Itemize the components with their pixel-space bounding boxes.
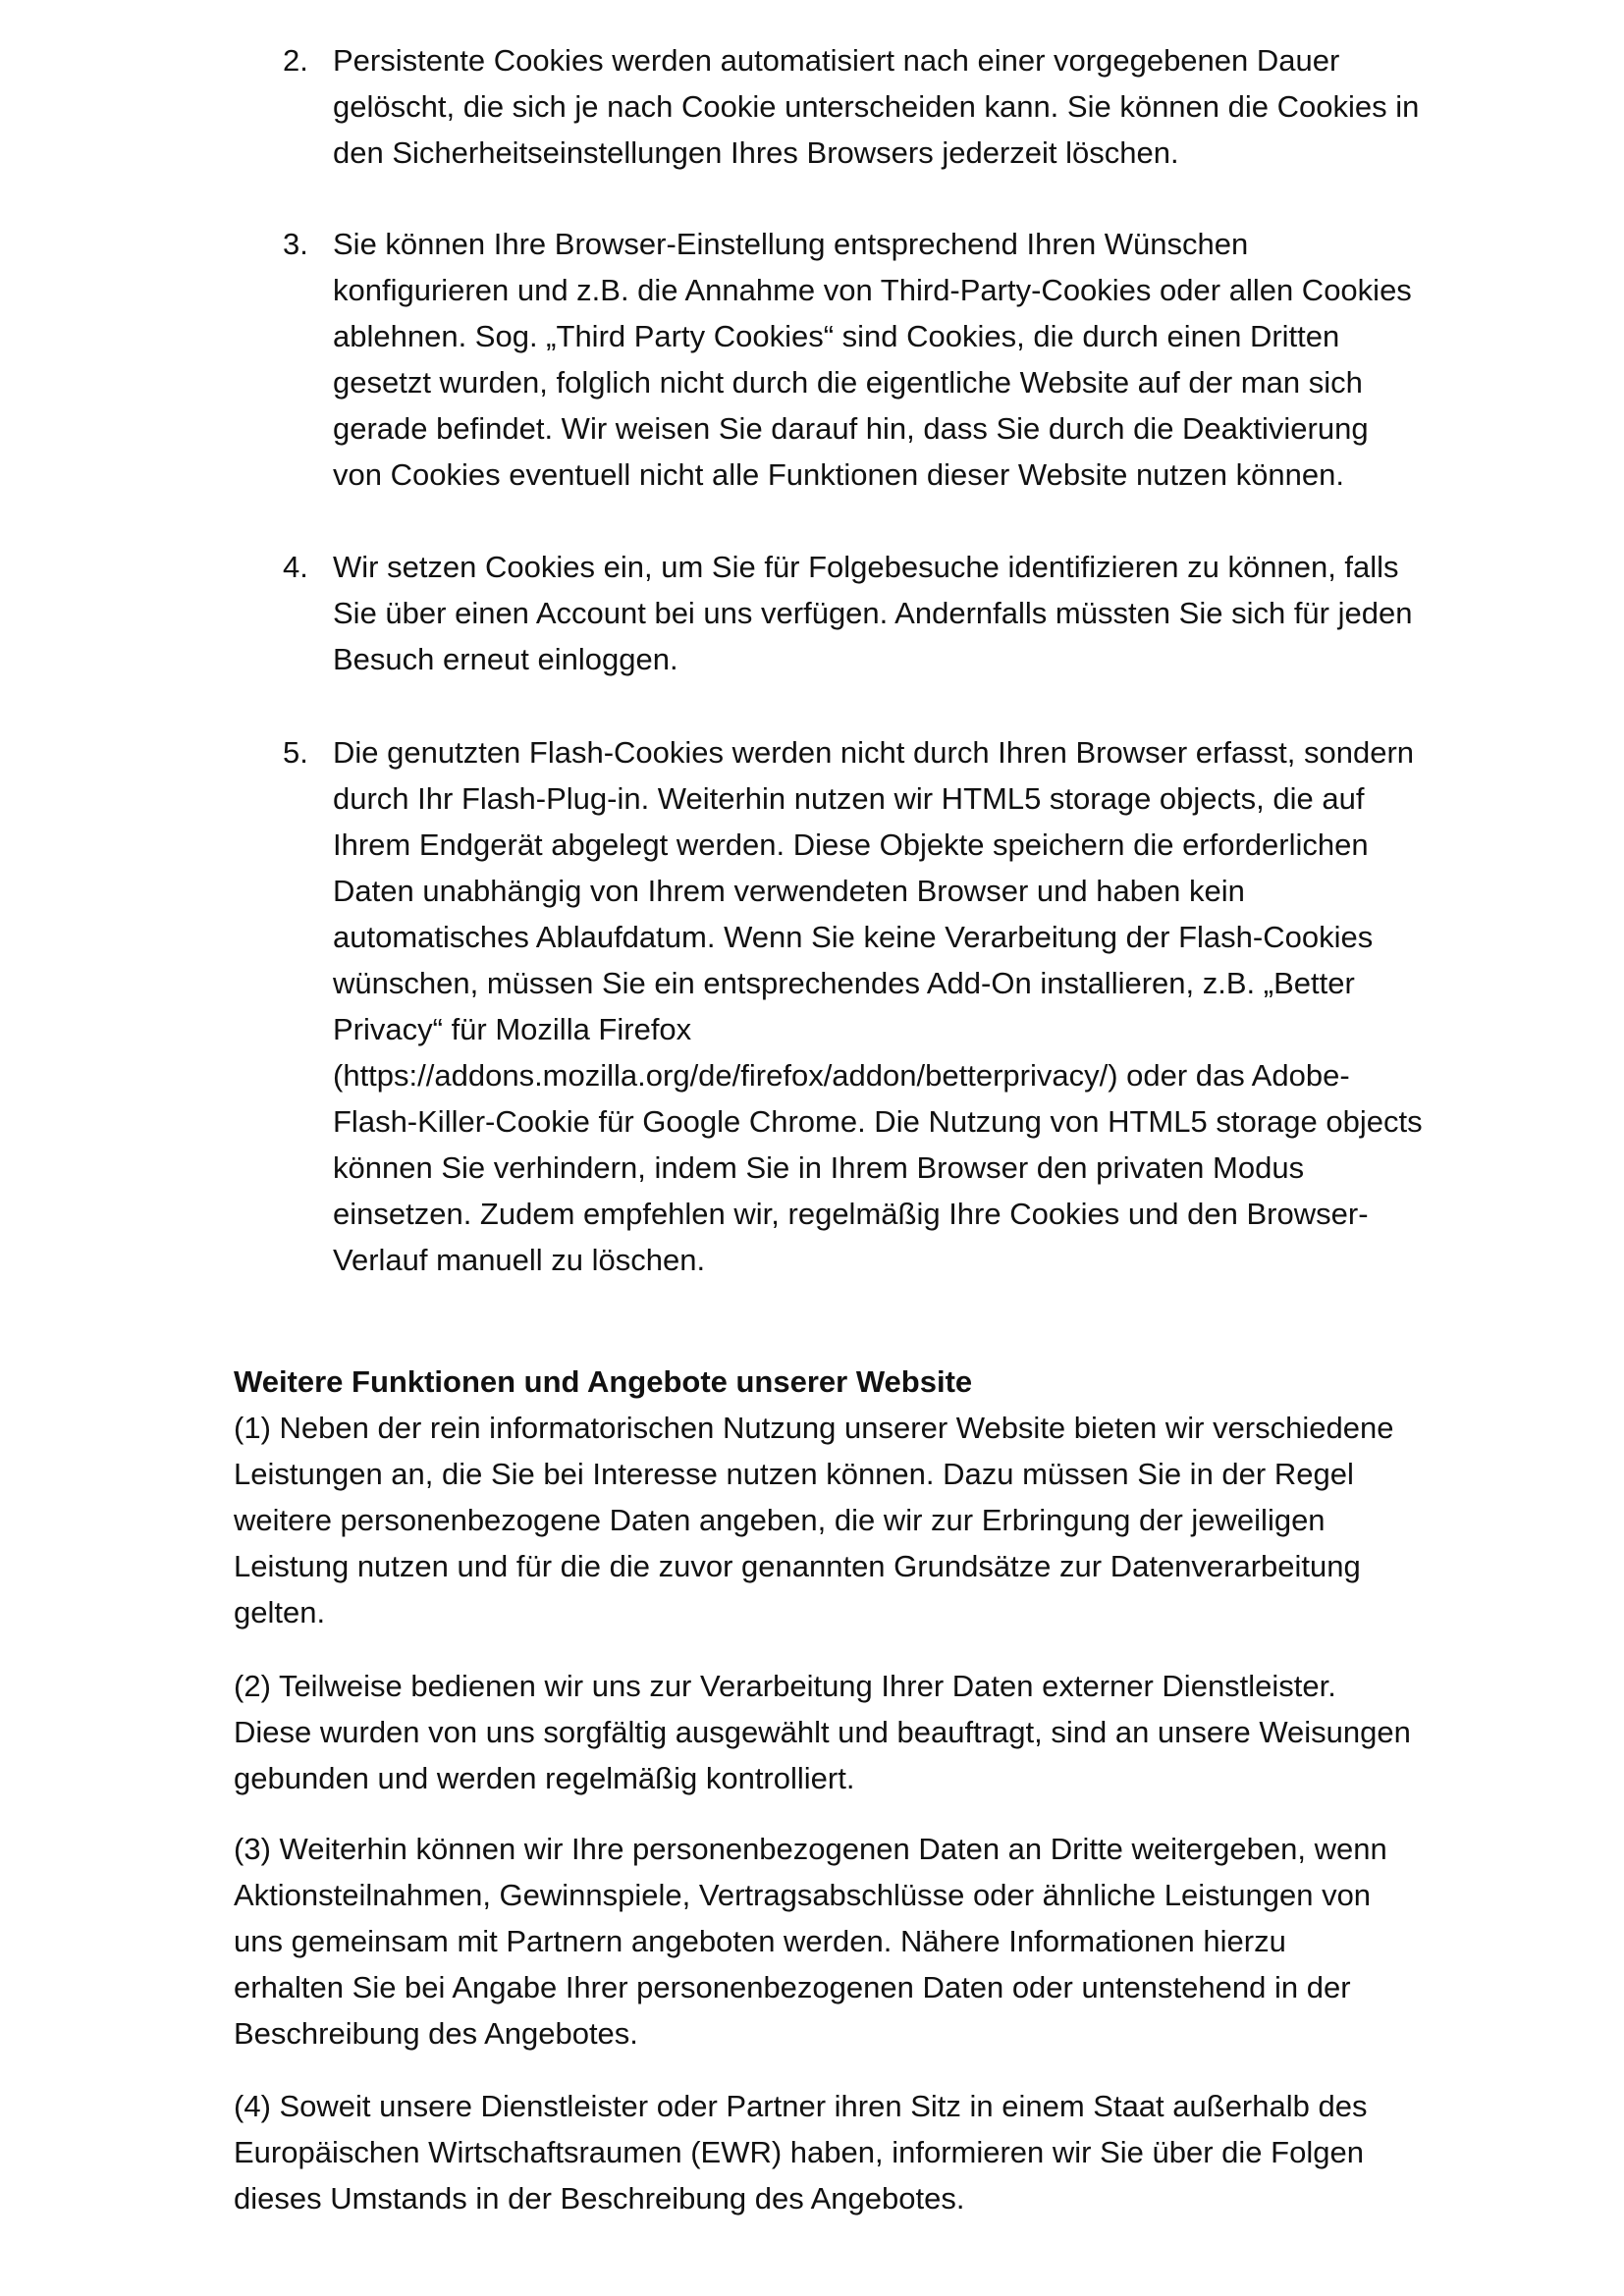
- section-paragraph: (3) Weiterhin können wir Ihre personenbezogenen Daten an Dritte weitergeben, wenn Aktionsteilnahmen, Gewinnspiele, Vertragsabschlüsse oder ähnliche Leistungen von uns gemeinsam mit Partnern angeboten werden. Nähere Informationen hierzu erhalten Sie bei Angabe Ihrer personenbezogenen Daten oder untenstehend in der Beschreibung des Angebotes.: [234, 1832, 1387, 2051]
- section-paragraph: (1) Neben der rein informatorischen Nutzung unserer Website bieten wir verschiedene Leistungen an, die Sie bei Interesse nutzen können. Dazu müssen Sie in der Regel weitere personenbezogene Daten angeben, die wir zur Erbringung der jeweiligen Leistung nutzen und für die die zuvor genannten Grundsätze zur Datenverarbeitung gelten.: [234, 1411, 1394, 1629]
- section-paragraph: (4) Soweit unsere Dienstleister oder Partner ihren Sitz in einem Staat außerhalb des Europäischen Wirtschaftsraumen (EWR) haben, informieren wir Sie über die Folgen dieses Umstands in der Beschreibung des Angebotes.: [234, 2089, 1368, 2216]
- list-item-number: 2.: [283, 43, 308, 78]
- list-item-number: 4.: [283, 550, 308, 584]
- list-item-text: Wir setzen Cookies ein, um Sie für Folgebesuche identifizieren zu können, falls Sie über einen Account bei uns verfügen. Andernfalls müssten Sie sich für jeden Besuch erneut einloggen.: [333, 550, 1413, 676]
- list-item-number: 5.: [283, 735, 308, 770]
- section-paragraph: (2) Teilweise bedienen wir uns zur Verarbeitung Ihrer Daten externer Dienstleister. Diese wurden von uns sorgfältig ausgewählt und beauftragt, sind an unsere Weisungen gebunden und werden regelmäßig kontrolliert.: [234, 1669, 1411, 1795]
- list-item-number: 3.: [283, 227, 308, 261]
- list-item-text: Sie können Ihre Browser-Einstellung entsprechend Ihren Wünschen konfigurieren und z.B. die Annahme von Third-Party-Cookies oder allen Cookies ablehnen. Sog. „Third Party Cookies“ sind Cookies, die durch einen Dritten gesetzt wurden, folglich nicht durch die eigentliche Website auf der man sich gerade befindet. Wir weisen Sie darauf hin, dass Sie durch die Deaktivierung von Cookies eventuell nicht alle Funktionen dieser Website nutzen können.: [333, 227, 1412, 492]
- section-heading: Weitere Funktionen und Angebote unserer Website: [234, 1364, 973, 1399]
- list-item-text: Die genutzten Flash-Cookies werden nicht durch Ihren Browser erfasst, sondern durch Ihr Flash-Plug-in. Weiterhin nutzen wir HTML5 storage objects, die auf Ihrem Endgerät abgelegt werden. Diese Objekte speichern die erforderlichen Daten unabhängig von Ihrem verwendeten Browser und haben kein automatisches Ablaufdatum. Wenn Sie keine Verarbeitung der Flash-Cookies wünschen, müssen Sie ein entsprechendes Add-On installieren, z.B. „Better Privacy“ für Mozilla Firefox (https://addons.mozilla.org/de/firefox/addon/betterprivacy/) oder das Adobe- Flash-Killer-Cookie für Google Chrome. Die Nutzung von HTML5 storage objects können Sie verhindern, indem Sie in Ihrem Browser den privaten Modus einsetzen. Zudem empfehlen wir, regelmäßig Ihre Cookies und den Browser- Verlauf manuell zu löschen.: [333, 735, 1423, 1277]
- list-item-text: Persistente Cookies werden automatisiert nach einer vorgegebenen Dauer gelöscht, die sich je nach Cookie unterscheiden kann. Sie können die Cookies in den Sicherheitseinstellungen Ihres Browsers jederzeit löschen.: [333, 43, 1420, 170]
